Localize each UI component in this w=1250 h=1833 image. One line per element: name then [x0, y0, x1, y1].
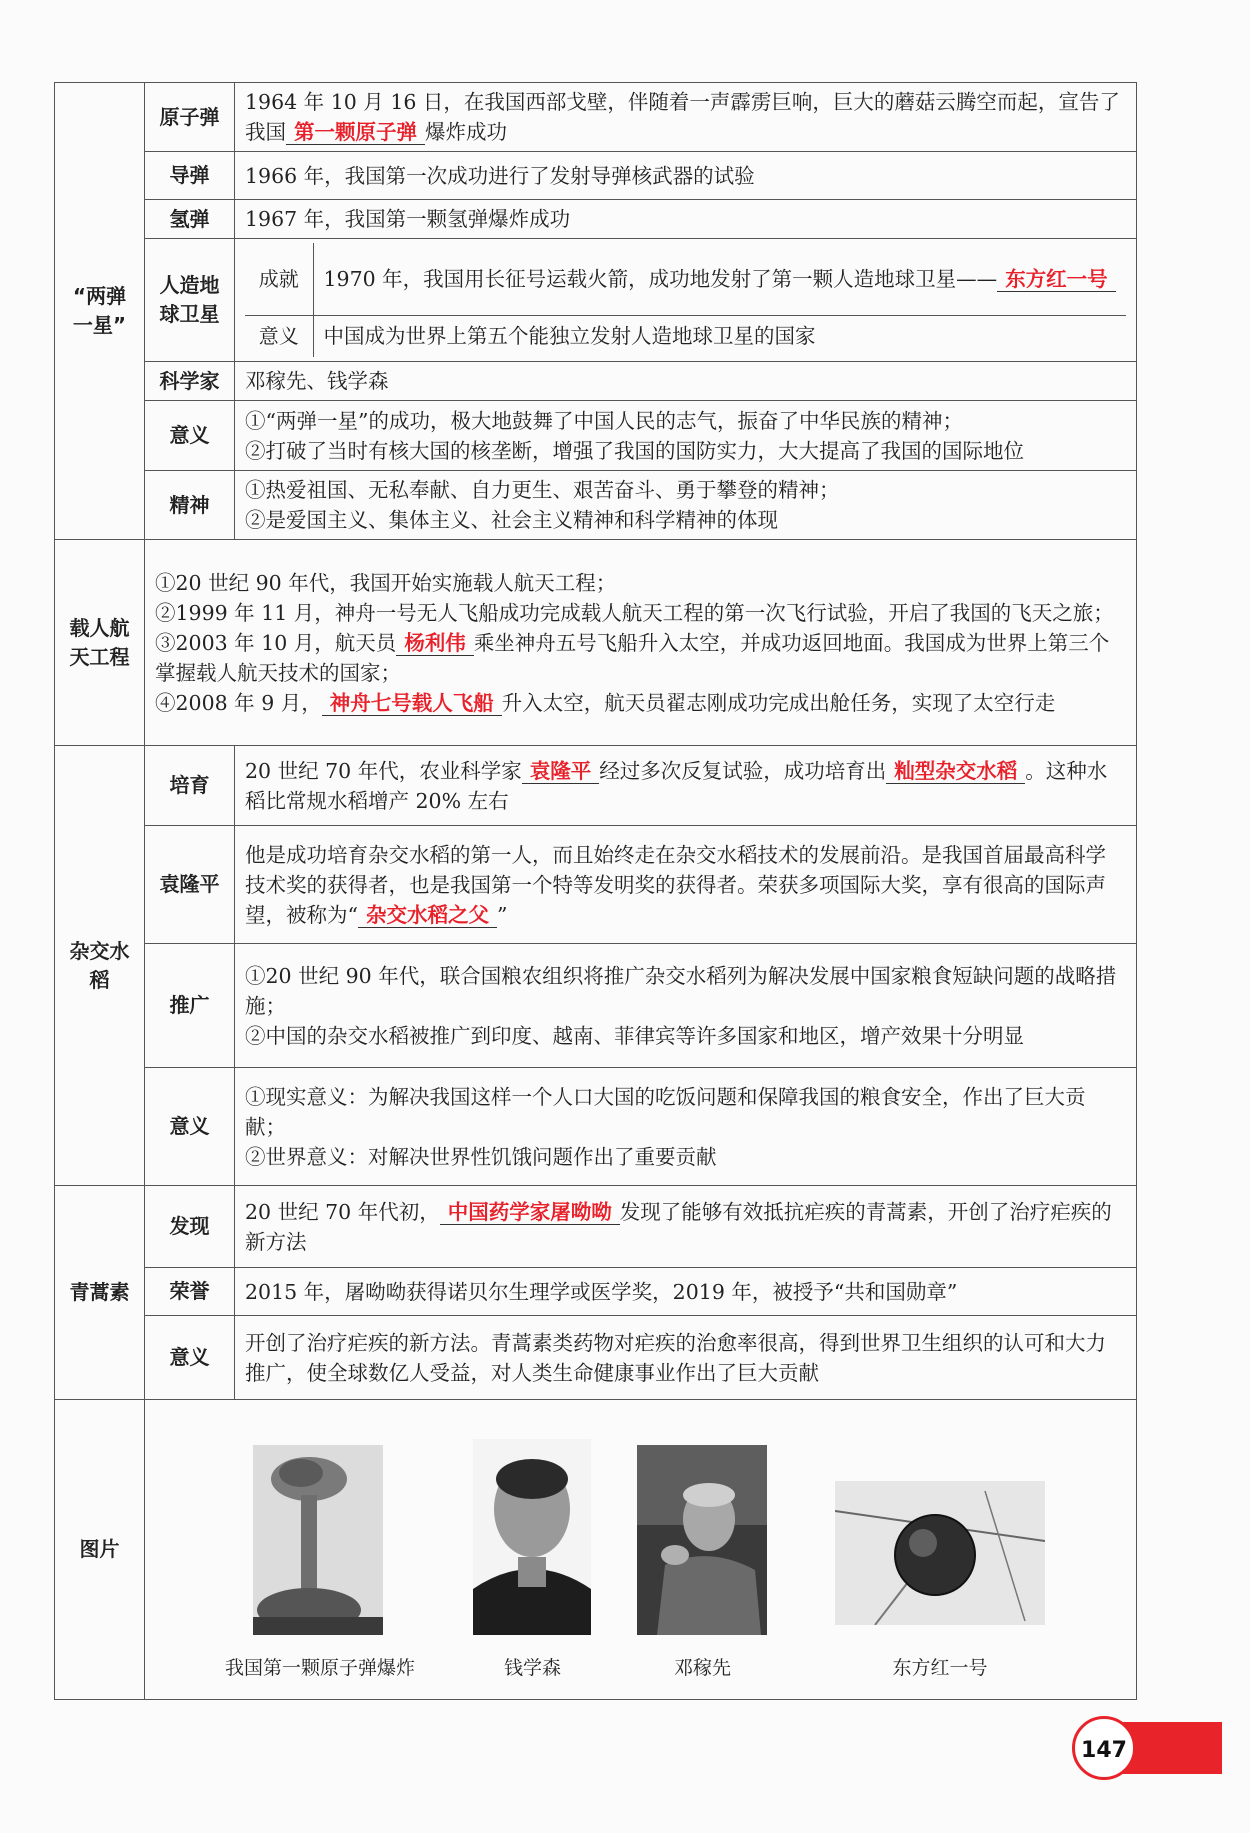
answer-yuan-longping: 袁隆平 — [522, 759, 600, 784]
row-rice-meaning — [55, 1068, 1137, 1186]
label-achievement: 成就 — [245, 243, 313, 315]
content-manned-space — [145, 540, 1137, 746]
content-discovery — [235, 1186, 1137, 1268]
caption-deng-jiaxian: 邓稼先 — [673, 1656, 731, 1679]
content-promotion — [235, 944, 1137, 1068]
text-line: ②是爱国主义、集体主义、社会主义精神和科学精神的体现 — [245, 508, 778, 532]
text-line: ②世界意义：对解决世界性饥饿问题作出了重要贡献 — [245, 1144, 717, 1169]
text-line: ①热爱祖国、无私奉献、自力更生、艰苦奋斗、勇于攀登的精神； — [245, 478, 840, 502]
text: 1964 年 10 月 16 日，在我国西部戈壁，伴随着一声霹雳巨响，巨大的蘑菇云腾空而起，宣告了我国 — [245, 90, 1120, 144]
content-rice-meaning — [235, 1068, 1137, 1186]
category-artemisinin: 青蒿素 — [55, 1186, 145, 1400]
pictures-area — [145, 1405, 1136, 1695]
answer-first-atomic-bomb: 第一颗原子弹 — [286, 120, 425, 145]
row-missile — [55, 152, 1137, 200]
answer-dongfanghong: 东方红一号 — [997, 267, 1116, 292]
row-artemisinin-discovery — [55, 1186, 1137, 1268]
satellite-inner-table — [245, 243, 1126, 357]
mushroom-cloud-icon — [253, 1445, 383, 1635]
text: 。这种水稻比常规水稻增产 20% 左右 — [245, 758, 1108, 813]
text: 爆炸成功 — [425, 120, 507, 144]
text: ④2008 年 9 月， — [155, 690, 322, 715]
photo-qian-xuesen — [473, 1439, 591, 1635]
photo-deng-jiaxian — [637, 1445, 767, 1635]
content-missile: 1966 年，我国第一次成功进行了发射导弹核武器的试验 — [235, 152, 1137, 200]
row-yuan-longping — [55, 826, 1137, 944]
answer-yang-liwei: 杨利伟 — [396, 631, 474, 656]
text-line: ①现实意义：为解决我国这样一个人口大国的吃饭问题和保障我国的粮食安全，作出了巨大贡献； — [245, 1084, 1086, 1139]
satellite-icon — [835, 1481, 1045, 1625]
caption-atomic-explosion: 我国第一颗原子弹爆炸 — [224, 1656, 415, 1679]
category-pictures: 图片 — [55, 1400, 145, 1700]
text: 升入太空，航天员翟志刚成功完成出舱任务，实现了太空行走 — [501, 690, 1056, 715]
answer-indica-hybrid-rice: 籼型杂交水稻 — [886, 759, 1025, 784]
text: 经过多次反复试验，成功培育出 — [599, 758, 887, 783]
text-line — [155, 628, 1126, 688]
text: 20 世纪 70 年代初， — [245, 1199, 440, 1224]
label-satellite-meaning: 意义 — [245, 315, 313, 357]
text-line: ①“两弹一星”的成功，极大地鼓舞了中国人民的志气，振奋了中华民族的精神； — [245, 408, 963, 433]
label-two-bombs-meaning: 意义 — [145, 401, 235, 471]
label-cultivation: 培育 — [145, 746, 235, 826]
answer-shenzhou-7: 神舟七号载人飞船 — [322, 691, 502, 716]
content-honor: 2015 年，屠呦呦获得诺贝尔生理学或医学奖，2019 年，被授予“共和国勋章” — [235, 1268, 1137, 1316]
caption-qian-xuesen: 钱学森 — [503, 1656, 561, 1679]
text-line: ①20 世纪 90 年代，联合国粮农组织将推广杂交水稻列为解决发展中国家粮食短缺问题的战略措施； — [245, 963, 1117, 1018]
content-spirit — [235, 471, 1137, 540]
label-missile: 导弹 — [145, 152, 235, 200]
photo-atomic-explosion — [253, 1445, 383, 1635]
text-line: ②1999 年 11 月，神舟一号无人飞船成功完成载人航天工程的第一次飞行试验，开启了我国的飞天之旅； — [155, 600, 1114, 625]
label-hydrogen-bomb: 氢弹 — [145, 200, 235, 239]
row-scientists — [55, 362, 1137, 401]
row-rice-promotion — [55, 944, 1137, 1068]
content-scientists: 邓稼先、钱学森 — [235, 362, 1137, 401]
text: 1970 年，我国用长征号运载火箭，成功地发射了第一颗人造地球卫星—— — [323, 266, 998, 291]
text: ” — [496, 902, 508, 927]
content-two-bombs-meaning — [235, 401, 1137, 471]
label-rice-meaning: 意义 — [145, 1068, 235, 1186]
text-line: ②中国的杂交水稻被推广到印度、越南、菲律宾等许多国家和地区，增产效果十分明显 — [245, 1023, 1024, 1048]
answer-father-of-hybrid-rice: 杂交水稻之父 — [358, 903, 497, 928]
text: 乘坐神舟五号飞船升入太空，并成功返回地面。我国成为世界上第三个掌握载人航天技术的国家； — [155, 630, 1110, 685]
text: 他是成功培育杂交水稻的第一人，而且始终走在杂交水稻技术的发展前沿。是我国首届最高科学技术奖的获得者，也是我国第一个特等发明奖的获得者。荣获多项国际大奖，享有很高的国际声望，被称为“ — [245, 842, 1106, 927]
satellite-nested — [235, 239, 1137, 362]
row-atomic-bomb — [55, 83, 1137, 152]
portrait-icon — [637, 1445, 767, 1635]
row-pictures — [55, 1400, 1137, 1700]
content-hydrogen-bomb: 1967 年，我国第一颗氢弹爆炸成功 — [235, 200, 1137, 239]
content-satellite-meaning: 中国成为世界上第五个能独立发射人造地球卫星的国家 — [313, 315, 1126, 357]
row-spirit — [55, 471, 1137, 540]
pictures-cell — [145, 1400, 1137, 1700]
category-manned-space: 载人航天工程 — [55, 540, 145, 746]
text: 发现了能够有效抵抗疟疾的青蒿素，开创了治疗疟疾的新方法 — [245, 1199, 1112, 1254]
label-yuan-longping: 袁隆平 — [145, 826, 235, 944]
text-line — [155, 688, 1126, 718]
label-satellite: 人造地球卫星 — [145, 239, 235, 362]
label-scientists: 科学家 — [145, 362, 235, 401]
label-promotion: 推广 — [145, 944, 235, 1068]
text: ③2003 年 10 月，航天员 — [155, 630, 397, 655]
row-manned-space — [55, 540, 1137, 746]
caption-dongfanghong: 东方红一号 — [892, 1656, 988, 1679]
history-summary-table — [54, 82, 1137, 1700]
row-two-bombs-meaning — [55, 401, 1137, 471]
page-number: 147 — [1072, 1716, 1136, 1780]
row-honor — [55, 1268, 1137, 1316]
photo-dongfanghong — [835, 1481, 1045, 1625]
row-hydrogen-bomb — [55, 200, 1137, 239]
answer-tu-youyou: 中国药学家屠呦呦 — [440, 1200, 620, 1225]
label-atomic-bomb: 原子弹 — [145, 83, 235, 152]
text-line: ①20 世纪 90 年代，我国开始实施载人航天工程； — [155, 570, 617, 595]
content-artemisinin-meaning: 开创了治疗疟疾的新方法。青蒿素类药物对疟疾的治愈率很高，得到世界卫生组织的认可和大力推广，使全球数亿人受益，对人类生命健康事业作出了巨大贡献 — [235, 1316, 1137, 1400]
label-artemisinin-meaning: 意义 — [145, 1316, 235, 1400]
label-spirit: 精神 — [145, 471, 235, 540]
content-yuan-longping — [235, 826, 1137, 944]
portrait-icon — [473, 1439, 591, 1635]
content-achievement — [313, 243, 1126, 315]
category-two-bombs-one-star: “两弹一星” — [55, 83, 145, 540]
label-honor: 荣誉 — [145, 1268, 235, 1316]
text-line: ②打破了当时有核大国的核垄断，增强了我国的国防实力，大大提高了我国的国际地位 — [245, 438, 1024, 463]
row-artemisinin-meaning — [55, 1316, 1137, 1400]
text: 20 世纪 70 年代，农业科学家 — [245, 758, 522, 783]
content-atomic-bomb — [235, 83, 1137, 152]
category-hybrid-rice: 杂交水稻 — [55, 746, 145, 1186]
label-discovery: 发现 — [145, 1186, 235, 1268]
row-satellite-achievement — [55, 239, 1137, 317]
row-rice-cultivation — [55, 746, 1137, 826]
content-cultivation — [235, 746, 1137, 826]
